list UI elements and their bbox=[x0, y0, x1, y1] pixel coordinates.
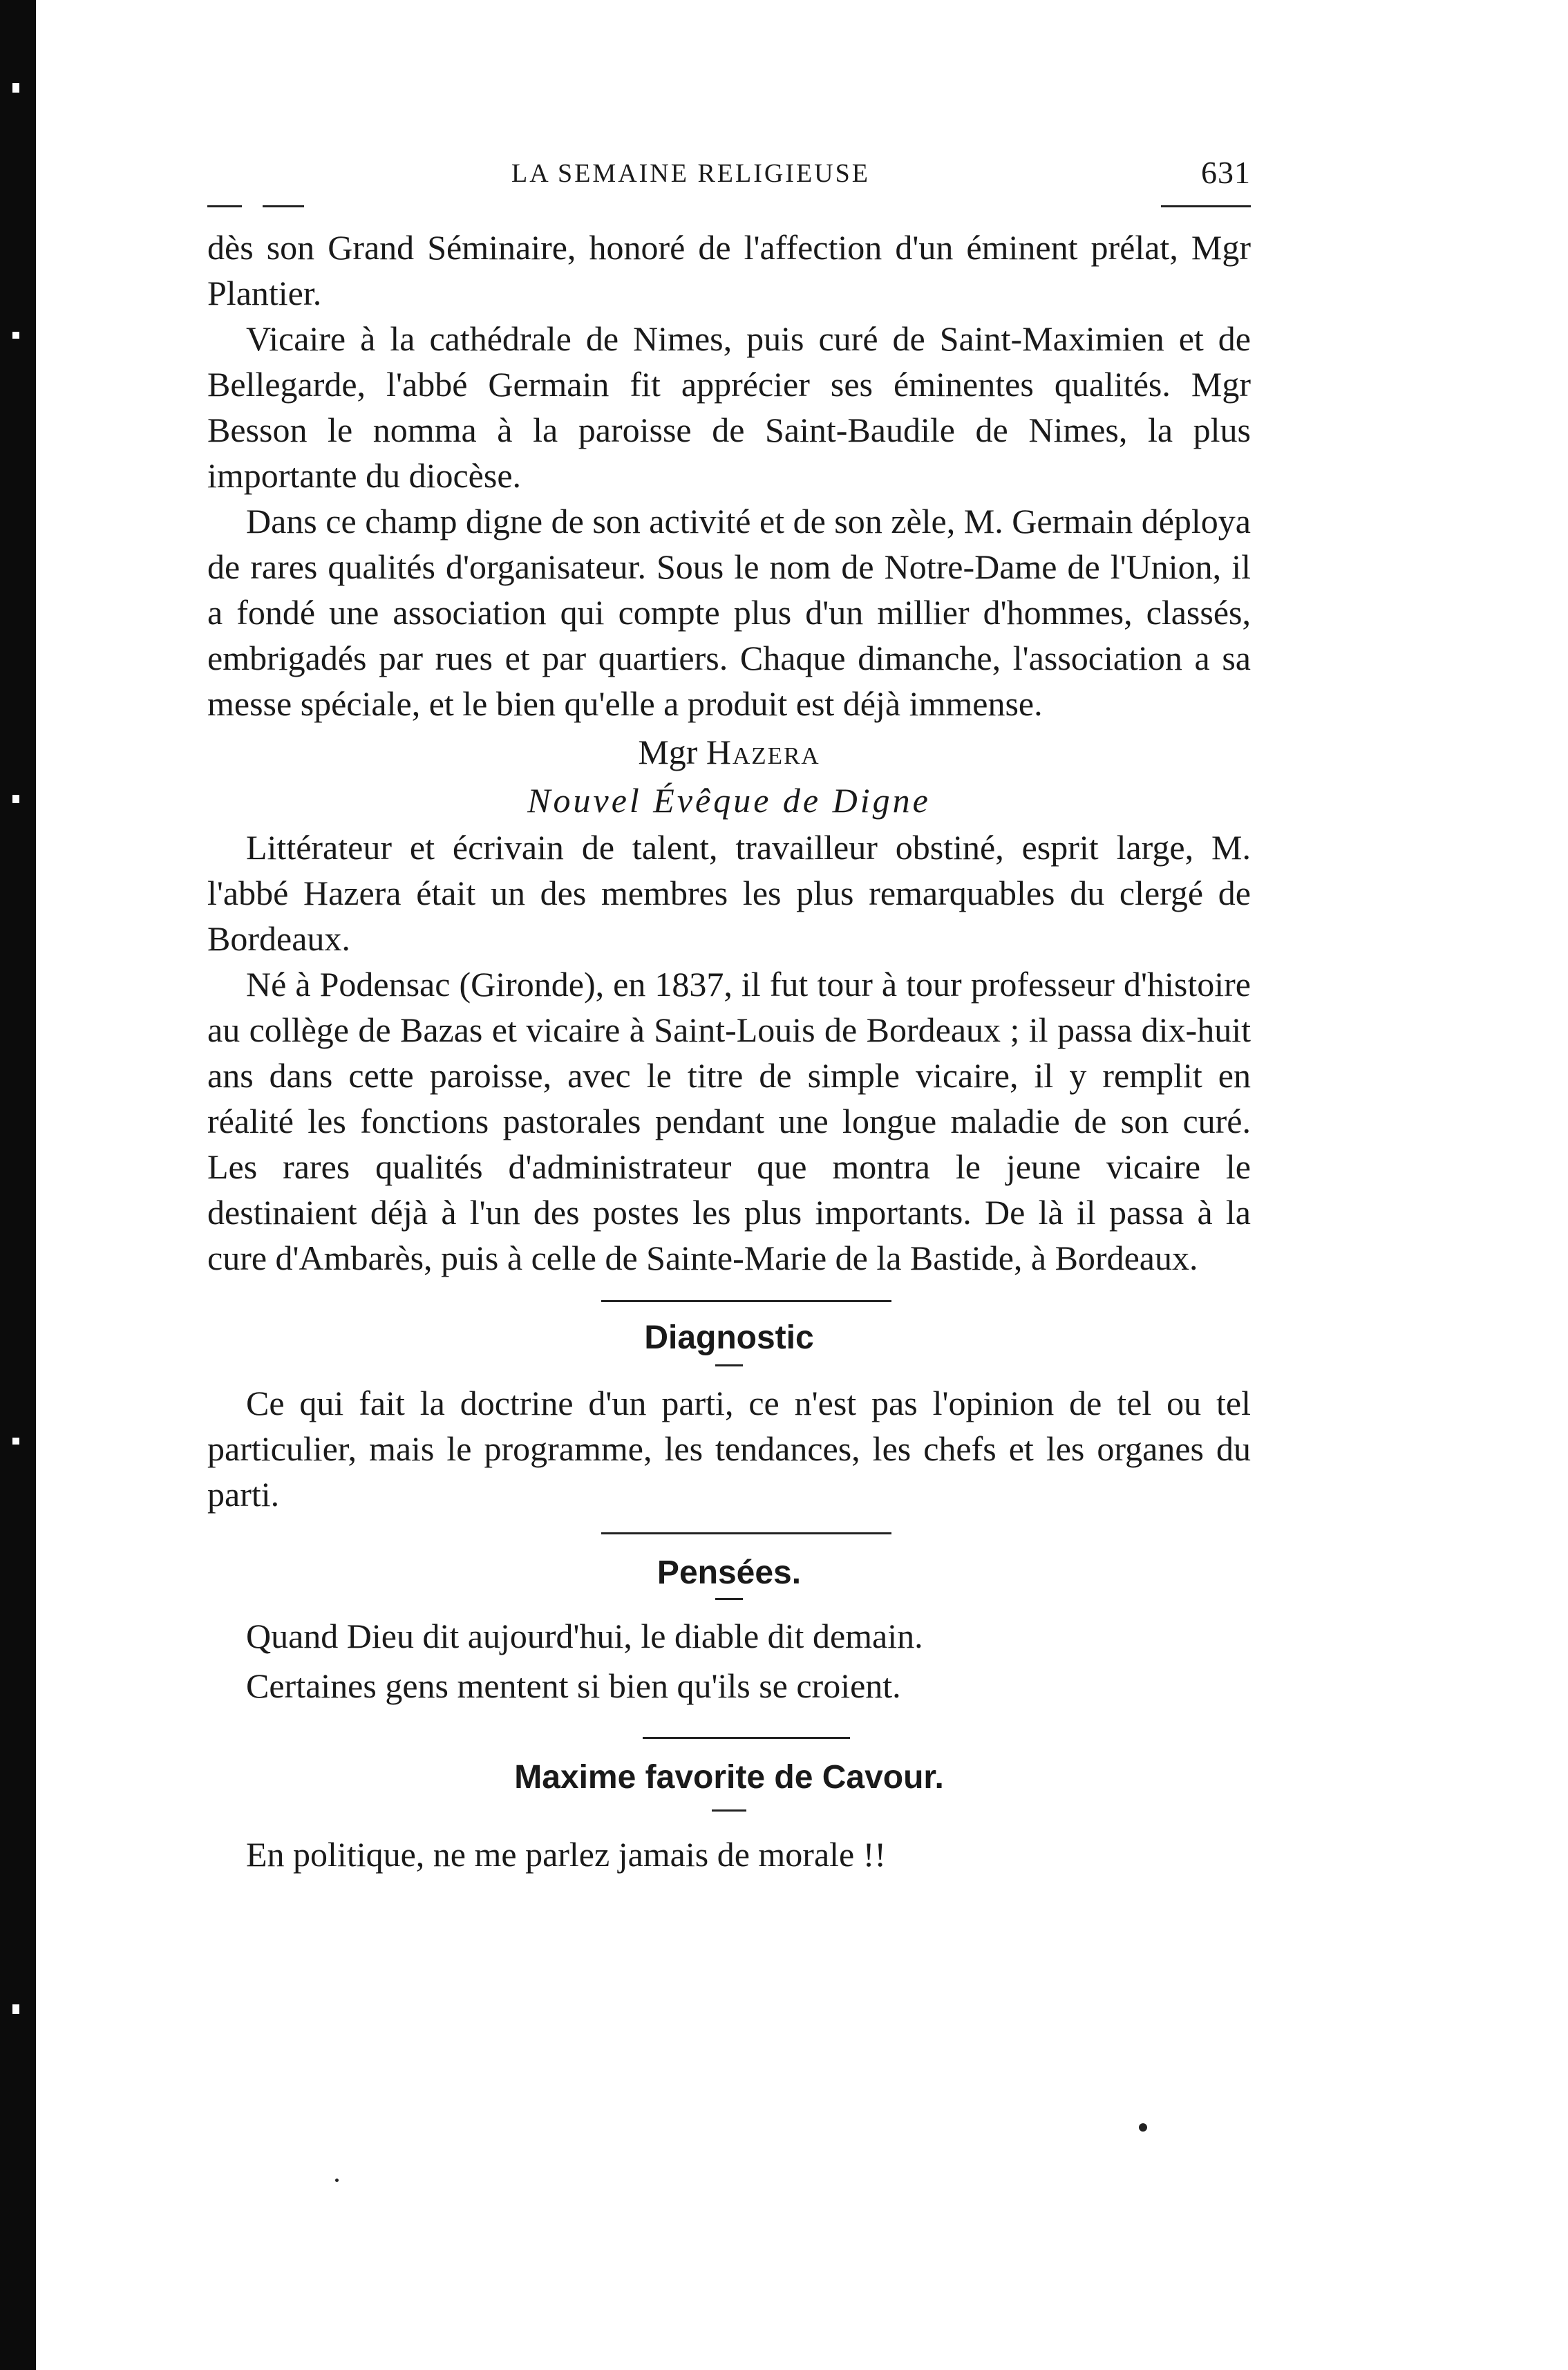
heading-dash bbox=[715, 1364, 743, 1366]
scan-edge-mark bbox=[12, 795, 19, 803]
heading-dash bbox=[712, 1809, 746, 1812]
page-number: 631 bbox=[1201, 155, 1251, 190]
paragraph: Ce qui fait la doctrine d'un parti, ce n'est pas l'opinion de tel ou tel particulier, mais le programme, les tendances, les chefs et les organes du parti. bbox=[207, 1384, 1251, 1514]
paragraph: Dans ce champ digne de son activité et de son zèle, M. Germain déploya de rares qualités d'organisateur. Sous le nom de Notre-Dame de l'Union, il a fondé une association qui compte plus d'un millier d'hommes, classés, embrigadés par rues et par quartiers. Chaque dimanche, l'association a sa messe spéciale, et le bien qu'elle a produit est déjà immense. bbox=[207, 502, 1251, 723]
scan-edge-mark bbox=[12, 1438, 19, 1445]
section-subtitle: Nouvel Évêque de Digne bbox=[527, 781, 931, 820]
paragraph: Vicaire à la cathédrale de Nimes, puis curé de Saint-Maximien et de Bellegarde, l'abbé Germain fit apprécier ses éminentes qualités. Mgr Besson le nomma à la paroisse de Saint-Baudile de Nimes, la plus importante du diocèse. bbox=[207, 319, 1251, 495]
paragraph: dès son Grand Séminaire, honoré de l'affection d'un éminent prélat, Mgr Plantier. bbox=[207, 228, 1251, 312]
ink-speck bbox=[335, 2179, 339, 2182]
heading-dash bbox=[715, 1598, 743, 1600]
scan-edge-mark bbox=[12, 83, 19, 93]
name-prefix: Mgr bbox=[638, 733, 698, 771]
running-title: LA SEMAINE RELIGIEUSE bbox=[511, 159, 870, 188]
heading-maxime: Maxime favorite de Cavour. bbox=[514, 1759, 944, 1796]
heading-pensees: Pensées. bbox=[657, 1554, 802, 1591]
section-rule bbox=[601, 1532, 891, 1534]
scan-edge-mark bbox=[12, 2004, 19, 2014]
running-header bbox=[207, 149, 1251, 197]
section-rule bbox=[601, 1300, 891, 1302]
heading-diagnostic: Diagnostic bbox=[644, 1319, 814, 1356]
ink-speck bbox=[1139, 2123, 1147, 2132]
paragraph: Littérateur et écrivain de talent, travailleur obstiné, esprit large, M. l'abbé Hazera était un des membres les plus remarquables du clergé de Bordeaux. bbox=[207, 828, 1251, 958]
scan-edge bbox=[0, 0, 36, 2370]
section-name bbox=[207, 728, 1251, 776]
header-rule bbox=[207, 197, 1251, 225]
paragraph: Né à Podensac (Gironde), en 1837, il fut tour à tour professeur d'histoire au collège de Bazas et vicaire à Saint-Louis de Bordeaux ; il passa dix-huit ans dans cette paroisse, avec le titre de simple vicaire, il y remplit en réalité les fonctions pastorales pendant une longue maladie de son curé. Les rares qualités d'administrateur que montra le jeune vicaire le destinaient déjà à l'un des postes les plus importants. De là il passa à la cure d'Ambarès, puis à celle de Sainte-Marie de la Bastide, à Bordeaux. bbox=[207, 965, 1251, 1277]
section-rule bbox=[643, 1737, 850, 1739]
pensee-line: Quand Dieu dit aujourd'hui, le diable dit demain. bbox=[246, 1617, 923, 1655]
maxime-line: En politique, ne me parlez jamais de morale !! bbox=[246, 1835, 887, 1874]
scan-edge-mark bbox=[12, 332, 19, 339]
page-content bbox=[207, 149, 1251, 1879]
pensee-line: Certaines gens mentent si bien qu'ils se croient. bbox=[246, 1666, 901, 1705]
name-surname: Hazera bbox=[706, 733, 820, 771]
